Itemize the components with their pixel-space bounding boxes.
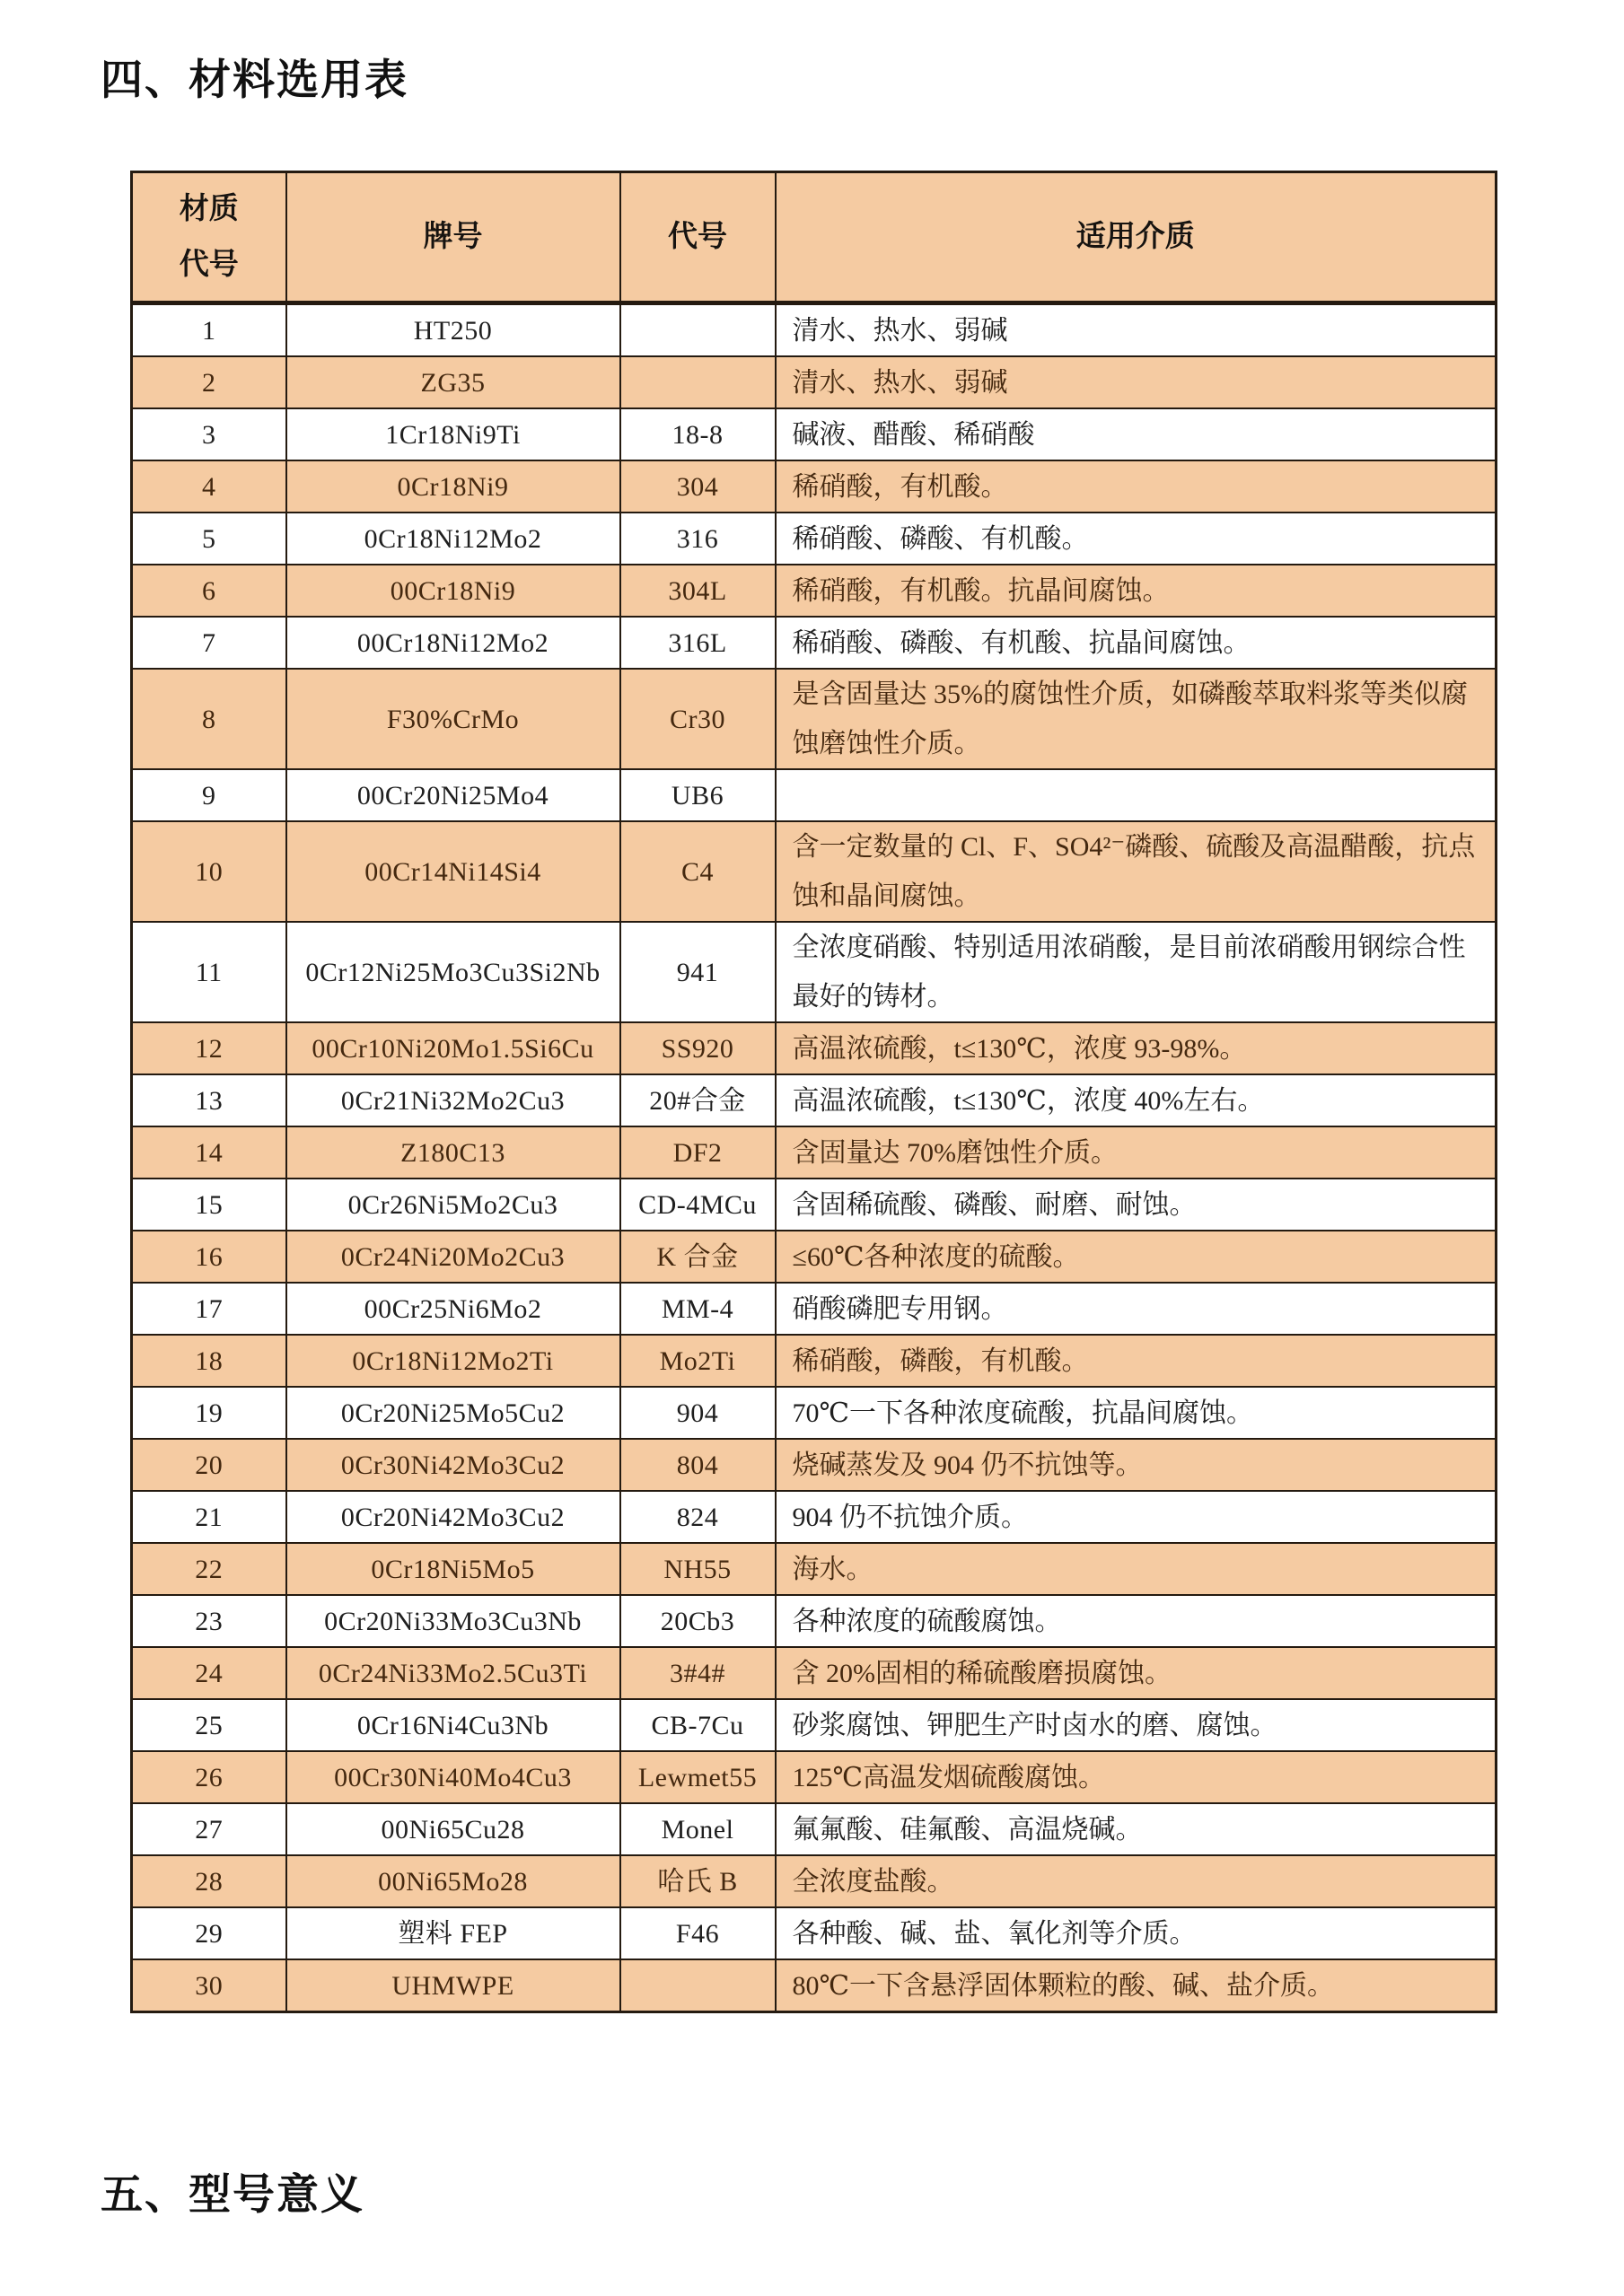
- cell-grade: 0Cr16Ni4Cu3Nb: [286, 1699, 620, 1751]
- cell-alias: 316L: [620, 617, 776, 669]
- header-medium: 适用介质: [776, 172, 1497, 303]
- cell-medium: 904 仍不抗蚀介质。: [776, 1491, 1497, 1543]
- cell-material-code: 26: [132, 1751, 286, 1803]
- cell-medium: [776, 769, 1497, 821]
- cell-grade: 1Cr18Ni9Ti: [286, 408, 620, 460]
- cell-grade: Z180C13: [286, 1126, 620, 1179]
- cell-material-code: 30: [132, 1959, 286, 2012]
- cell-medium: 氟氟酸、硅氟酸、高温烧碱。: [776, 1803, 1497, 1855]
- cell-material-code: 16: [132, 1231, 286, 1283]
- cell-medium: 是含固量达 35%的腐蚀性介质，如磷酸萃取料浆等类似腐蚀磨蚀性介质。: [776, 669, 1497, 769]
- cell-material-code: 14: [132, 1126, 286, 1179]
- cell-medium: 烧碱蒸发及 904 仍不抗蚀等。: [776, 1439, 1497, 1491]
- cell-grade: 00Cr30Ni40Mo4Cu3: [286, 1751, 620, 1803]
- cell-material-code: 21: [132, 1491, 286, 1543]
- cell-alias: UB6: [620, 769, 776, 821]
- cell-material-code: 5: [132, 513, 286, 565]
- cell-medium: 稀硝酸、磷酸、有机酸、抗晶间腐蚀。: [776, 617, 1497, 669]
- table-row: [132, 1803, 1497, 1855]
- cell-grade: 0Cr18Ni12Mo2Ti: [286, 1335, 620, 1387]
- cell-alias: 20#合金: [620, 1074, 776, 1126]
- cell-material-code: 6: [132, 565, 286, 617]
- cell-material-code: 15: [132, 1179, 286, 1231]
- cell-material-code: 2: [132, 356, 286, 408]
- cell-medium: 80℃一下含悬浮固体颗粒的酸、碱、盐介质。: [776, 1959, 1497, 2012]
- table-row: [132, 1491, 1497, 1543]
- cell-material-code: 12: [132, 1022, 286, 1074]
- cell-medium: 高温浓硫酸，t≤130℃，浓度 93-98%。: [776, 1022, 1497, 1074]
- cell-material-code: 1: [132, 303, 286, 357]
- cell-alias: F46: [620, 1907, 776, 1959]
- cell-grade: 塑料 FEP: [286, 1907, 620, 1959]
- table-row: [132, 1855, 1497, 1907]
- table-row: [132, 1543, 1497, 1595]
- table-row: [132, 1022, 1497, 1074]
- cell-medium: 含 20%固相的稀硫酸磨损腐蚀。: [776, 1647, 1497, 1699]
- cell-alias: 哈氏 B: [620, 1855, 776, 1907]
- cell-alias: MM-4: [620, 1283, 776, 1335]
- header-alias: 代号: [620, 172, 776, 303]
- header-material-code-line1: 材质: [179, 192, 239, 225]
- cell-material-code: 24: [132, 1647, 286, 1699]
- cell-alias: 3#4#: [620, 1647, 776, 1699]
- cell-alias: CD-4MCu: [620, 1179, 776, 1231]
- page-title: 四、材料选用表: [101, 57, 408, 104]
- cell-grade: 0Cr20Ni33Mo3Cu3Nb: [286, 1595, 620, 1647]
- cell-medium: 含固量达 70%磨蚀性介质。: [776, 1126, 1497, 1179]
- table-row: [132, 356, 1497, 408]
- cell-grade: 0Cr24Ni20Mo2Cu3: [286, 1231, 620, 1283]
- cell-grade: 0Cr18Ni5Mo5: [286, 1543, 620, 1595]
- cell-grade: 00Cr18Ni9: [286, 565, 620, 617]
- cell-alias: Monel: [620, 1803, 776, 1855]
- table-body: [132, 303, 1497, 2012]
- cell-alias: K 合金: [620, 1231, 776, 1283]
- cell-medium: 碱液、醋酸、稀硝酸: [776, 408, 1497, 460]
- table-row: [132, 565, 1497, 617]
- cell-material-code: 23: [132, 1595, 286, 1647]
- cell-grade: 0Cr20Ni25Mo5Cu2: [286, 1387, 620, 1439]
- table-row: [132, 1699, 1497, 1751]
- cell-alias: 316: [620, 513, 776, 565]
- material-table-container: [130, 171, 1497, 2013]
- table-row: [132, 1751, 1497, 1803]
- header-material-code: [132, 172, 286, 303]
- cell-grade: 0Cr21Ni32Mo2Cu3: [286, 1074, 620, 1126]
- cell-alias: 824: [620, 1491, 776, 1543]
- table-row: [132, 408, 1497, 460]
- cell-material-code: 13: [132, 1074, 286, 1126]
- cell-grade: 0Cr18Ni12Mo2: [286, 513, 620, 565]
- cell-alias: 304L: [620, 565, 776, 617]
- cell-medium: 硝酸磷肥专用钢。: [776, 1283, 1497, 1335]
- cell-medium: 高温浓硫酸，t≤130℃，浓度 40%左右。: [776, 1074, 1497, 1126]
- cell-alias: 804: [620, 1439, 776, 1491]
- cell-grade: 00Cr14Ni14Si4: [286, 821, 620, 922]
- cell-grade: 0Cr26Ni5Mo2Cu3: [286, 1179, 620, 1231]
- table-row: [132, 303, 1497, 357]
- cell-material-code: 19: [132, 1387, 286, 1439]
- cell-alias: 304: [620, 460, 776, 513]
- cell-alias: C4: [620, 821, 776, 922]
- cell-medium: 海水。: [776, 1543, 1497, 1595]
- cell-medium: 各种酸、碱、盐、氧化剂等介质。: [776, 1907, 1497, 1959]
- cell-grade: 0Cr12Ni25Mo3Cu3Si2Nb: [286, 922, 620, 1022]
- cell-grade: F30%CrMo: [286, 669, 620, 769]
- table-row: [132, 1231, 1497, 1283]
- cell-medium: 全浓度盐酸。: [776, 1855, 1497, 1907]
- table-row: [132, 922, 1497, 1022]
- table-row: [132, 769, 1497, 821]
- cell-medium: 稀硝酸，磷酸，有机酸。: [776, 1335, 1497, 1387]
- table-row: [132, 617, 1497, 669]
- cell-grade: 0Cr30Ni42Mo3Cu2: [286, 1439, 620, 1491]
- table-row: [132, 1959, 1497, 2012]
- cell-grade: 00Ni65Mo28: [286, 1855, 620, 1907]
- cell-alias: [620, 1959, 776, 2012]
- cell-grade: 00Cr20Ni25Mo4: [286, 769, 620, 821]
- cell-material-code: 25: [132, 1699, 286, 1751]
- cell-medium: 砂浆腐蚀、钾肥生产时卤水的磨、腐蚀。: [776, 1699, 1497, 1751]
- table-row: [132, 1179, 1497, 1231]
- table-row: [132, 821, 1497, 922]
- header-row: [132, 172, 1497, 303]
- cell-alias: 20Cb3: [620, 1595, 776, 1647]
- cell-medium: 含一定数量的 Cl、F、SO4²⁻磷酸、硫酸及高温醋酸，抗点蚀和晶间腐蚀。: [776, 821, 1497, 922]
- cell-medium: 稀硝酸，有机酸。抗晶间腐蚀。: [776, 565, 1497, 617]
- cell-material-code: 17: [132, 1283, 286, 1335]
- table-row: [132, 669, 1497, 769]
- cell-alias: 904: [620, 1387, 776, 1439]
- cell-material-code: 8: [132, 669, 286, 769]
- table-row: [132, 1907, 1497, 1959]
- cell-medium: 稀硝酸、磷酸、有机酸。: [776, 513, 1497, 565]
- cell-medium: 70℃一下各种浓度硫酸，抗晶间腐蚀。: [776, 1387, 1497, 1439]
- cell-alias: NH55: [620, 1543, 776, 1595]
- cell-grade: 00Cr10Ni20Mo1.5Si6Cu: [286, 1022, 620, 1074]
- cell-alias: 18-8: [620, 408, 776, 460]
- cell-grade: HT250: [286, 303, 620, 357]
- cell-medium: 含固稀硫酸、磷酸、耐磨、耐蚀。: [776, 1179, 1497, 1231]
- cell-material-code: 9: [132, 769, 286, 821]
- table-row: [132, 1595, 1497, 1647]
- cell-alias: 941: [620, 922, 776, 1022]
- header-material-code-line2: 代号: [179, 249, 239, 281]
- table-row: [132, 1126, 1497, 1179]
- cell-alias: [620, 356, 776, 408]
- cell-material-code: 27: [132, 1803, 286, 1855]
- cell-grade: 00Cr25Ni6Mo2: [286, 1283, 620, 1335]
- cell-alias: [620, 303, 776, 357]
- table-row: [132, 1074, 1497, 1126]
- cell-material-code: 22: [132, 1543, 286, 1595]
- cell-material-code: 10: [132, 821, 286, 922]
- table-row: [132, 513, 1497, 565]
- cell-material-code: 20: [132, 1439, 286, 1491]
- header-grade: 牌号: [286, 172, 620, 303]
- cell-alias: DF2: [620, 1126, 776, 1179]
- cell-material-code: 3: [132, 408, 286, 460]
- cell-alias: CB-7Cu: [620, 1699, 776, 1751]
- cell-grade: 00Ni65Cu28: [286, 1803, 620, 1855]
- table-row: [132, 1335, 1497, 1387]
- cell-grade: 00Cr18Ni12Mo2: [286, 617, 620, 669]
- cell-grade: 0Cr18Ni9: [286, 460, 620, 513]
- table-row: [132, 1439, 1497, 1491]
- cell-material-code: 7: [132, 617, 286, 669]
- cell-alias: Lewmet55: [620, 1751, 776, 1803]
- cell-alias: SS920: [620, 1022, 776, 1074]
- cell-grade: UHMWPE: [286, 1959, 620, 2012]
- cell-material-code: 29: [132, 1907, 286, 1959]
- cell-material-code: 4: [132, 460, 286, 513]
- table-row: [132, 460, 1497, 513]
- table-row: [132, 1387, 1497, 1439]
- cell-medium: ≤60℃各种浓度的硫酸。: [776, 1231, 1497, 1283]
- table-row: [132, 1647, 1497, 1699]
- cell-grade: 0Cr20Ni42Mo3Cu2: [286, 1491, 620, 1543]
- cell-medium: 各种浓度的硫酸腐蚀。: [776, 1595, 1497, 1647]
- cell-material-code: 28: [132, 1855, 286, 1907]
- material-selection-table: [130, 171, 1497, 2013]
- cell-grade: ZG35: [286, 356, 620, 408]
- section-heading-model-meaning: 五、型号意义: [101, 2172, 364, 2219]
- table-row: [132, 1283, 1497, 1335]
- cell-medium: 125℃高温发烟硫酸腐蚀。: [776, 1751, 1497, 1803]
- cell-alias: Mo2Ti: [620, 1335, 776, 1387]
- cell-medium: 清水、热水、弱碱: [776, 356, 1497, 408]
- cell-alias: Cr30: [620, 669, 776, 769]
- cell-medium: 稀硝酸，有机酸。: [776, 460, 1497, 513]
- cell-grade: 0Cr24Ni33Mo2.5Cu3Ti: [286, 1647, 620, 1699]
- cell-medium: 清水、热水、弱碱: [776, 303, 1497, 357]
- cell-material-code: 18: [132, 1335, 286, 1387]
- cell-material-code: 11: [132, 922, 286, 1022]
- cell-medium: 全浓度硝酸、特别适用浓硝酸，是目前浓硝酸用钢综合性最好的铸材。: [776, 922, 1497, 1022]
